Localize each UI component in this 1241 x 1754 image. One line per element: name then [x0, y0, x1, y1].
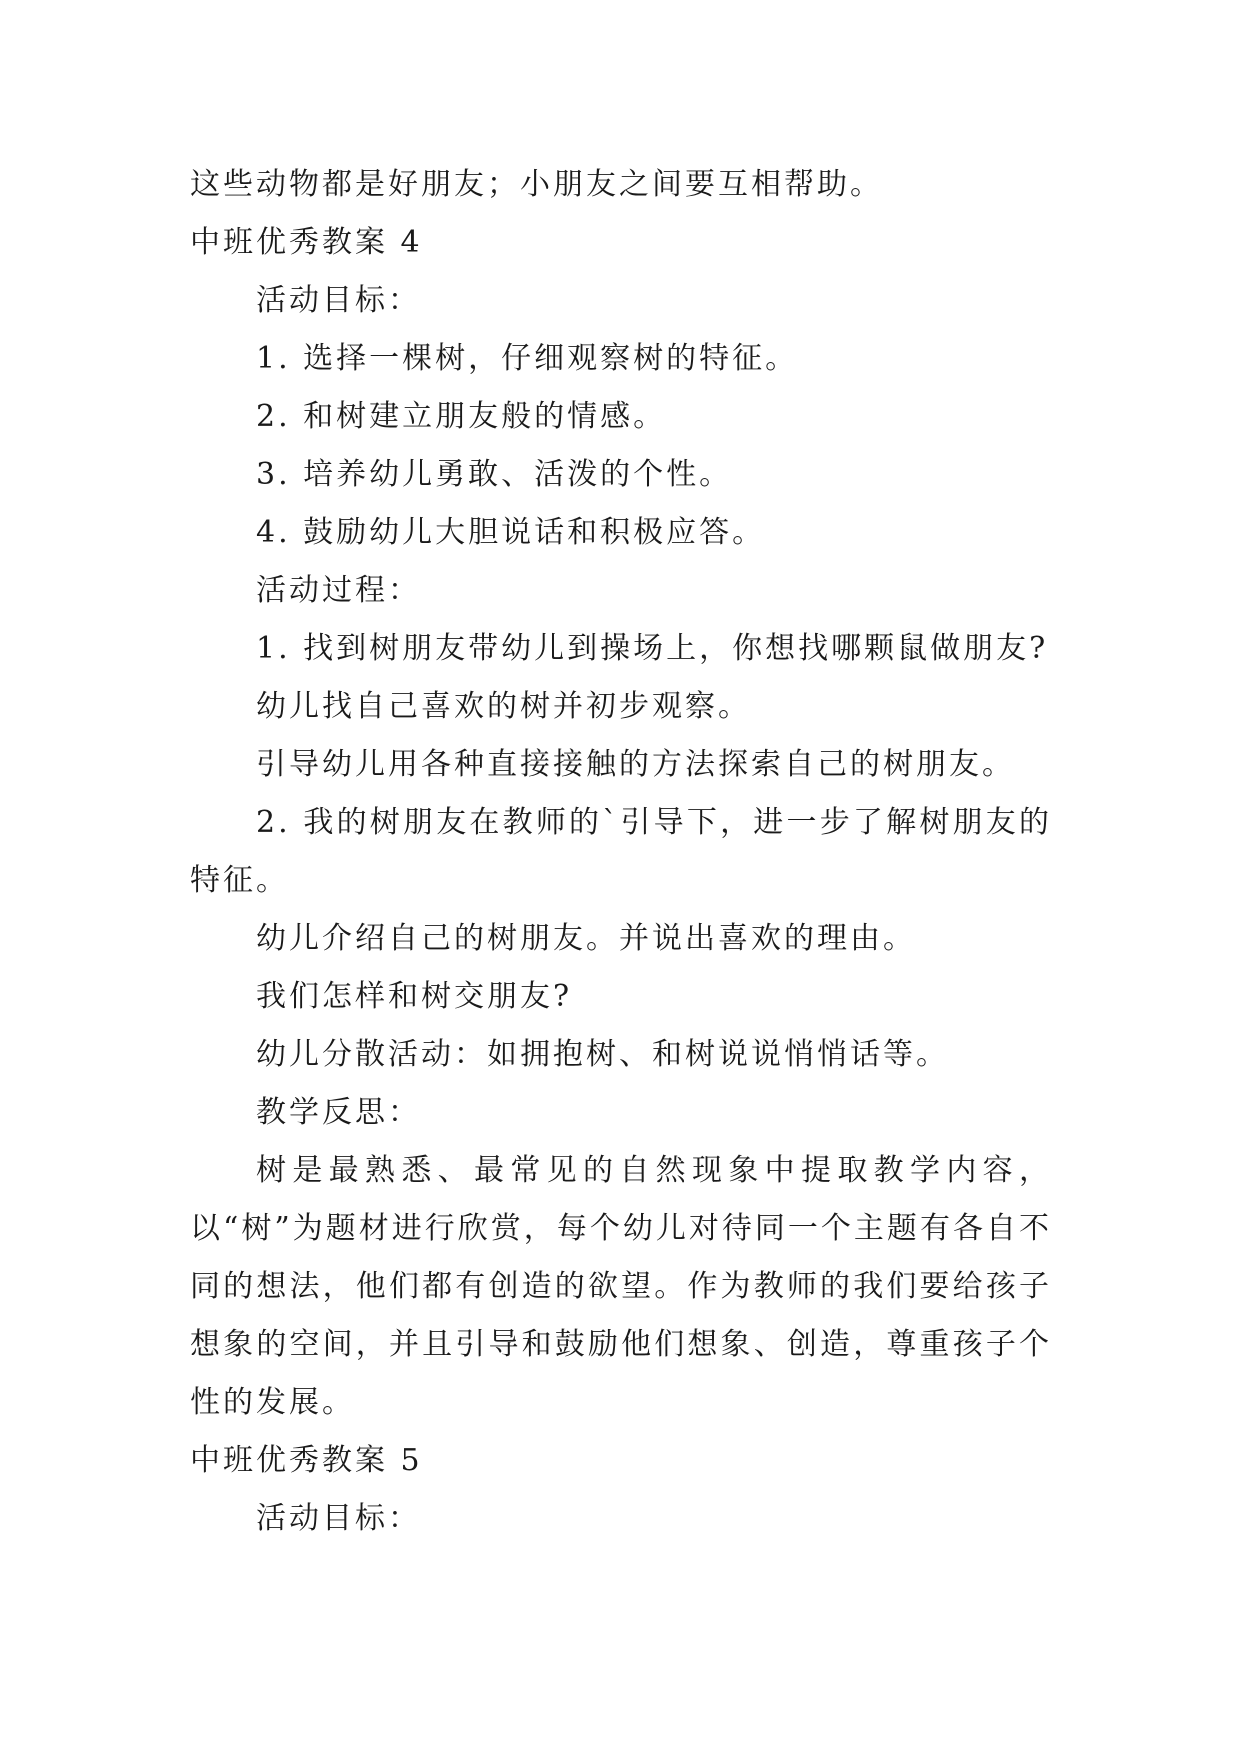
reflection-paragraph: 树是最熟悉、最常见的自然现象中提取教学内容，以“树”为题材进行欣赏，每个幼儿对待同一个主题有各自不同的想法，他们都有创造的欲望。作为教师的我们要给孩子想象的空间，并且引导和鼓励他们想象、创造，尊重孩子个性的发展。	[190, 1153, 1052, 1420]
process-item: 幼儿分散活动：如拥抱树、和树说说悄悄话等。	[256, 1037, 949, 1072]
process-item: 幼儿介绍自己的树朋友。并说出喜欢的理由。	[256, 921, 916, 956]
section-heading-4: 中班优秀教案 4	[190, 225, 423, 260]
process-item: 引导幼儿用各种直接接触的方法探索自己的树朋友。	[256, 747, 1015, 782]
goal-item: 2. 和树建立朋友般的情感。	[256, 399, 667, 434]
document-body	[190, 156, 1052, 1548]
goals-label: 活动目标：	[256, 1501, 421, 1536]
reflection-label: 教学反思：	[256, 1095, 421, 1130]
section-heading-5: 中班优秀教案 5	[190, 1443, 423, 1478]
goal-item: 1. 选择一棵树，仔细观察树的特征。	[256, 341, 799, 376]
process-item: 幼儿找自己喜欢的树并初步观察。	[256, 689, 751, 724]
process-item: 1. 找到树朋友带幼儿到操场上，你想找哪颗鼠做朋友?	[256, 631, 1049, 666]
process-label: 活动过程：	[256, 573, 421, 608]
process-item: 我们怎样和树交朋友?	[256, 979, 573, 1014]
goals-label: 活动目标：	[256, 283, 421, 318]
process-step-2: 2. 我的树朋友在教师的`引导下，进一步了解树朋友的特征。	[190, 805, 1052, 898]
goal-item: 4. 鼓励幼儿大胆说话和积极应答。	[256, 515, 766, 550]
goal-item: 3. 培养幼儿勇敢、活泼的个性。	[256, 457, 733, 492]
paragraph-line: 这些动物都是好朋友；小朋友之间要互相帮助。	[190, 167, 883, 202]
